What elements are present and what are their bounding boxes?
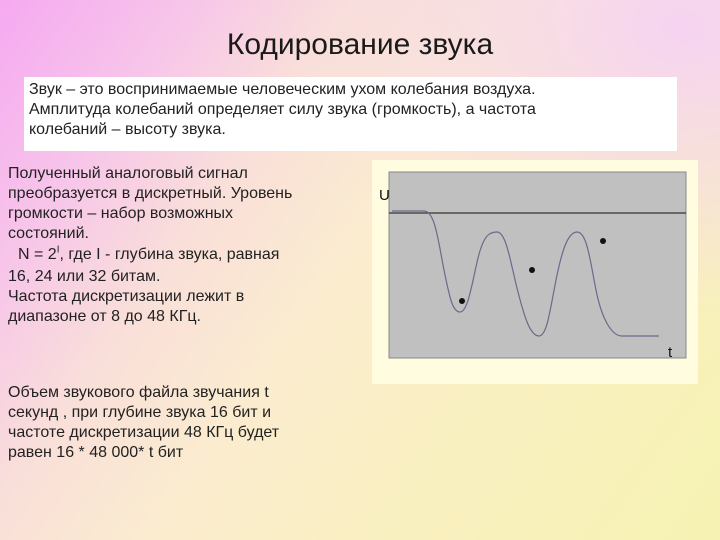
text-line: диапазоне от 8 до 48 КГц. <box>8 308 201 325</box>
formula-explanation: , где I - глубина звука, равная <box>59 246 280 263</box>
x-axis-label: t <box>668 344 673 361</box>
sample-point <box>459 298 465 304</box>
text-line: преобразуется в дискретный. Уровень <box>8 185 293 202</box>
text-line: громкости – набор возможных <box>8 205 234 222</box>
text-line: равен 16 * 48 000* t бит <box>8 444 184 461</box>
volume-description <box>8 383 378 463</box>
text-line: частоте дискретизации 48 КГц будет <box>8 424 280 441</box>
slide-title: Кодирование звука <box>226 28 494 61</box>
plot-area <box>389 172 686 358</box>
intro-box <box>24 77 677 151</box>
formula-line <box>8 245 378 265</box>
intro-line: Амплитуда колебаний определяет силу звука (громкость), а частота <box>29 101 536 118</box>
intro-line: Звук – это воспринимаемые человеческим ухом колебания воздуха. <box>29 81 536 98</box>
sampling-description <box>8 164 378 327</box>
text-line: секунд , при глубине звука 16 бит и <box>8 404 272 421</box>
sample-point <box>529 267 535 273</box>
signal-graph <box>372 160 698 384</box>
formula-exponent: I <box>56 244 60 256</box>
y-axis-label: U <box>379 187 390 204</box>
text-line: Полученный аналоговый сигнал <box>8 165 248 182</box>
text-line: Объем звукового файла звучания t <box>8 384 269 401</box>
intro-line: колебаний – высоту звука. <box>29 121 226 138</box>
formula-base: N = 2 <box>18 246 57 263</box>
text-line: Частота дискретизации лежит в <box>8 288 245 305</box>
text-line: 16, 24 или 32 битам. <box>8 268 161 285</box>
sample-point <box>600 238 606 244</box>
text-line: состояний. <box>8 225 89 242</box>
